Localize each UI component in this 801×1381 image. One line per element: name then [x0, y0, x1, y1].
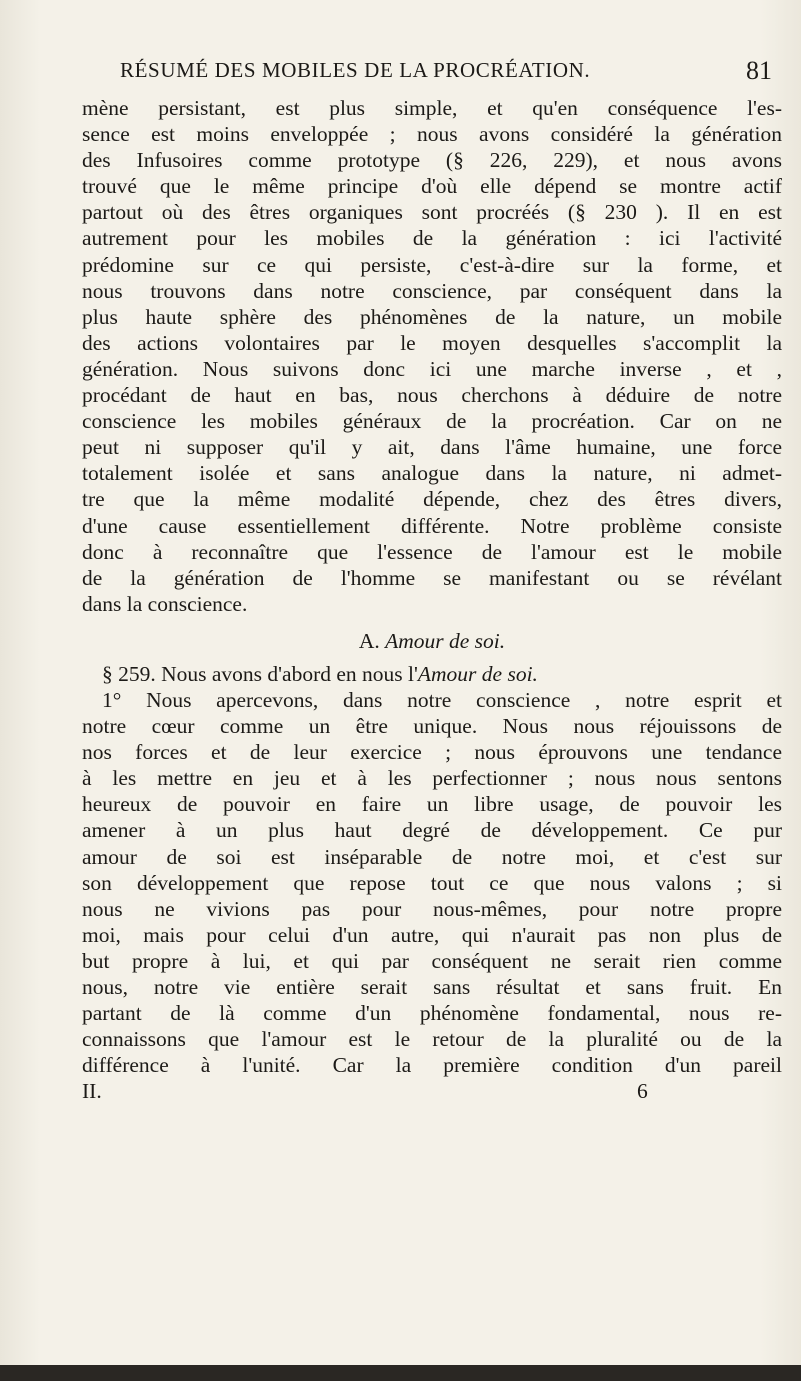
text-line: mène persistant, est plus simple, et qu'en conséquence l'es- [82, 96, 782, 120]
text-line: prédomine sur ce qui persiste, c'est-à-dire sur la forme, et [82, 252, 782, 277]
text-line: totalement isolée et sans analogue dans la nature, ni admet- [82, 461, 782, 486]
text-line: son développement que repose tout ce que nous valons ; si [82, 870, 782, 895]
section-letter: A. [358, 628, 380, 653]
text-line: plus haute sphère des phénomènes de la nature, un mobile [82, 304, 782, 329]
text-line: partant de là comme d'un phénomène fondamental, nous re- [82, 1001, 782, 1026]
page-number: 81 [746, 56, 772, 85]
text-line: donc à reconnaître que l'essence de l'amour est le mobile [82, 539, 782, 564]
text-line: but propre à lui, et qui par conséquent ne serait rien comme [82, 948, 782, 973]
page-footer [82, 1078, 782, 1104]
text-line: nos forces et de leur exercice ; nous éprouvons une tendance [82, 740, 782, 765]
section-heading [82, 621, 782, 661]
text-line: dans la conscience. [82, 591, 248, 616]
text-line: procédant de haut en bas, nous cherchons à déduire de notre [82, 383, 782, 408]
text-line: de la génération de l'homme se manifestant ou se révélant [82, 565, 782, 590]
paragraph-3 [82, 687, 782, 1078]
running-title: RÉSUMÉ DES MOBILES DE LA PROCRÉATION. [120, 58, 591, 82]
text-line: des actions volontaires par le moyen desquelles s'accomplit la [82, 330, 782, 355]
paragraph-2 [82, 661, 782, 687]
text-line: nous, notre vie entière serait sans résultat et sans fruit. En [82, 975, 782, 999]
text-line: d'une cause essentiellement différente. Notre problème consiste [82, 513, 782, 538]
text-line: trouvé que le même principe d'où elle dépend se montre actif [82, 174, 782, 199]
signature-mark: II. [82, 1079, 102, 1104]
text-line: des Infusoires comme prototype (§ 226, 229), et nous avons [82, 148, 782, 173]
text-line: à les mettre en jeu et à les perfectionner ; nous nous sentons [82, 766, 782, 791]
text-line: moi, mais pour celui d'un autre, qui n'aurait pas non plus de [82, 922, 782, 947]
text-line: connaissons que l'amour est le retour de la pluralité ou de la [82, 1027, 782, 1052]
text-line: tre que la même modalité dépende, chez des êtres divers, [82, 487, 782, 512]
text-line: autrement pour les mobiles de la génération : ici l'activité [82, 226, 782, 251]
page-header [82, 58, 782, 90]
text-line: peut ni supposer qu'il y ait, dans l'âme humaine, une force [82, 435, 782, 460]
text-line: nous ne vivions pas pour nous-mêmes, pour notre propre [82, 896, 782, 921]
text-line: sence est moins enveloppée ; nous avons considéré la génération [82, 122, 782, 147]
text-line: amener à un plus haut degré de développement. Ce pur [82, 818, 782, 843]
text-line: 1° Nous apercevons, dans notre conscience , notre esprit et [102, 687, 782, 712]
section-title: Amour de soi. [385, 628, 506, 653]
paragraph-2-italic: Amour de soi. [417, 661, 538, 686]
paragraph-2-prefix: § 259. Nous avons d'abord en nous l' [102, 661, 418, 686]
text-line: heureux de pouvoir en faire un libre usage, de pouvoir les [82, 792, 782, 817]
text-line: génération. Nous suivons donc ici une marche inverse , et , [82, 356, 782, 381]
text-line: amour de soi est inséparable de notre moi, et c'est sur [82, 844, 782, 869]
body-text [82, 95, 782, 1104]
text-line: nous trouvons dans notre conscience, par conséquent dans la [82, 278, 782, 303]
page-bottom-edge [0, 1365, 801, 1381]
text-line: notre cœur comme un être unique. Nous nous réjouissons de [82, 714, 782, 739]
text-line: conscience les mobiles généraux de la procréation. Car on ne [82, 409, 782, 434]
text-line: partout où des êtres organiques sont procréés (§ 230 ). Il en est [82, 200, 782, 225]
paragraph-1 [82, 95, 782, 617]
text-line: différence à l'unité. Car la première condition d'un pareil [82, 1053, 782, 1078]
signature-number: 6 [637, 1079, 648, 1104]
